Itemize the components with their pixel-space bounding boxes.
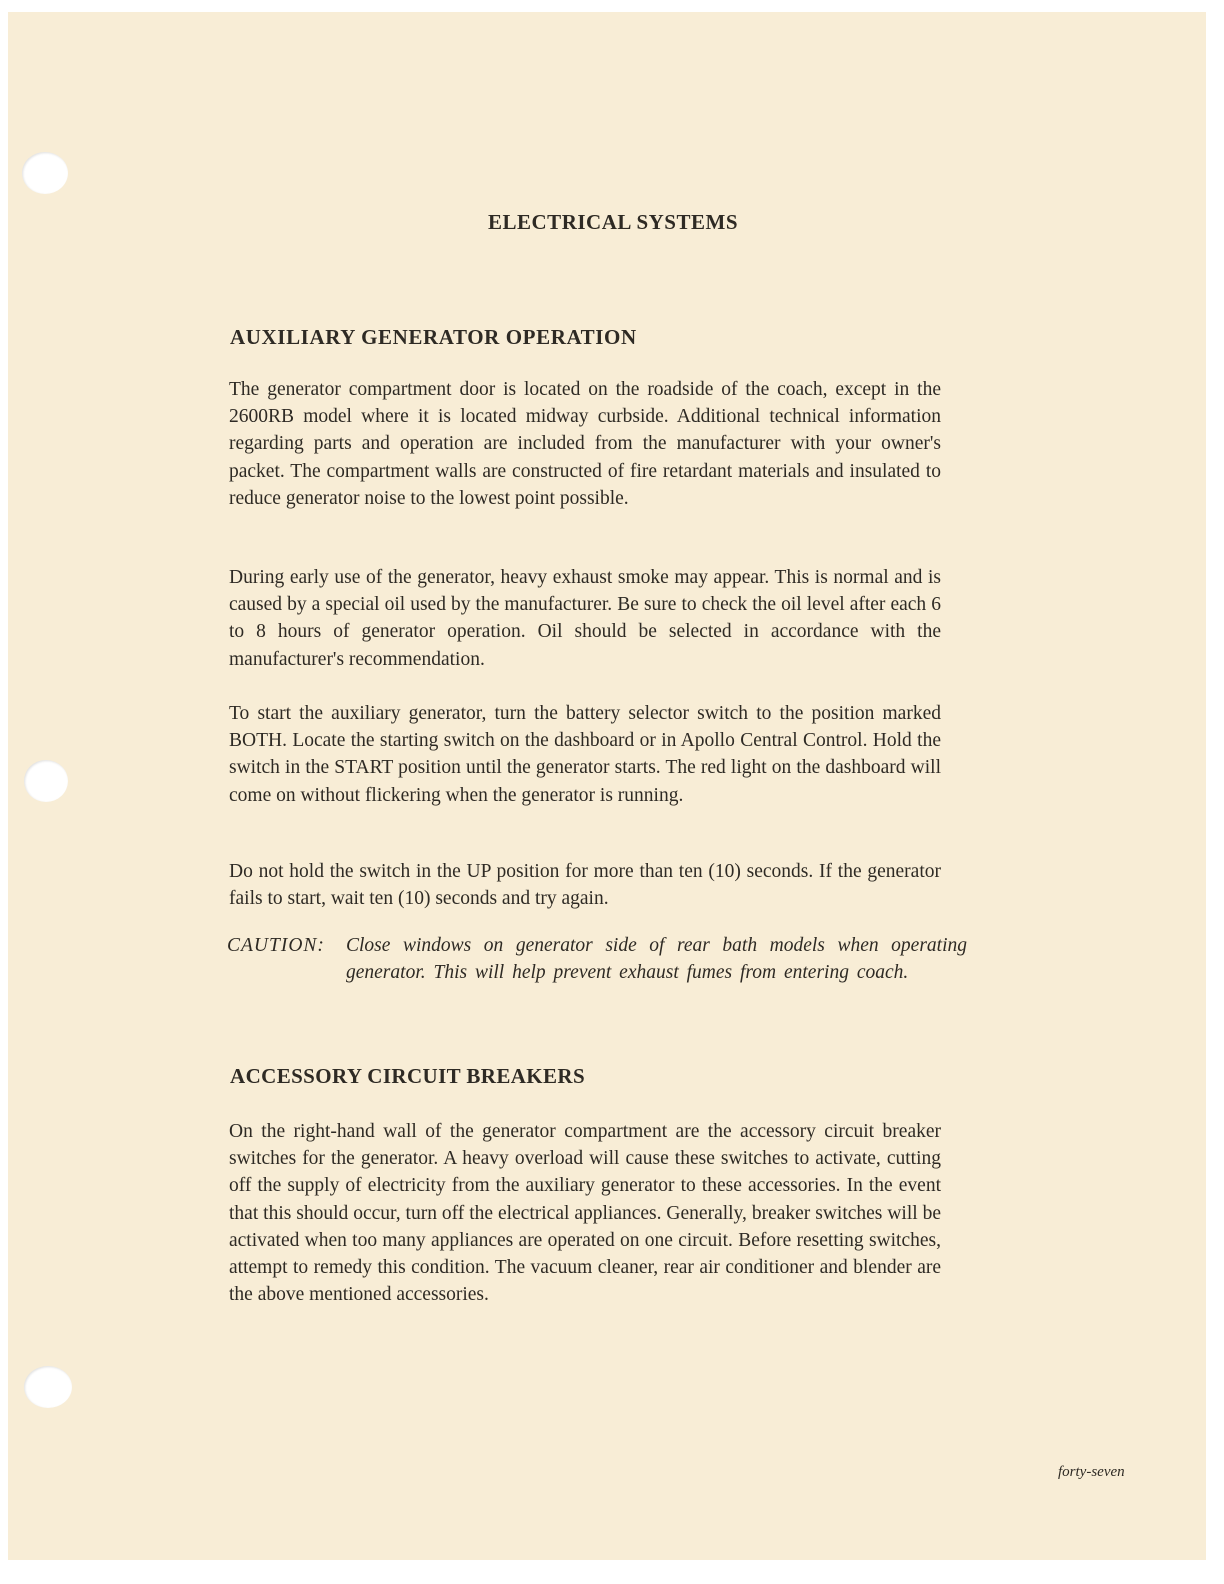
page-number: forty-seven <box>1058 1464 1125 1480</box>
punch-hole <box>24 1366 72 1408</box>
paragraph-circuit-breakers: On the right-hand wall of the generator compartment are the accessory circuit breaker switches for the generator. A heavy overload will cause these switches to activate, cutting off the supply of electricity from the auxiliary generator to these accessories. In the event that this should occur, turn off the electrical appliances. Generally, breaker switches will be activated when too many appliances are operated on one circuit. Before resetting switches, attempt to remedy this condition. The vacuum cleaner, rear air conditioner and blender are the above mentioned accessories. <box>229 1121 941 1306</box>
paragraph-compartment-door: The generator compartment door is located on the roadside of the coach, except in the 2600RB model where it is located midway curbside. Additional technical information regarding parts and operation are included from the manufacturer with your owner's packet. The compartment walls are constructed of fire retardant materials and insulated to reduce generator noise to the lowest point possible. <box>229 379 941 509</box>
paragraph-starting-generator: To start the auxiliary generator, turn the battery selector switch to the position marked BOTH. Locate the starting switch on the dashboard or in Apollo Central Control. Hold the switch in the START position until the generator starts. The red light on the dashboard will come on without flickering when the generator is running. <box>229 703 941 806</box>
heading-accessory-circuit-breakers: ACCESSORY CIRCUIT BREAKERS <box>230 1064 586 1088</box>
paragraph-switch-timing: Do not hold the switch in the UP position for more than ten (10) seconds. If the generator fails to start, wait ten (10) seconds and try again. <box>229 861 941 910</box>
heading-auxiliary-generator-operation: AUXILIARY GENERATOR OPERATION <box>230 325 637 349</box>
page-title: ELECTRICAL SYSTEMS <box>488 210 738 234</box>
document-page <box>8 12 1206 1560</box>
punch-hole <box>24 760 68 802</box>
caution-label: CAUTION: <box>227 935 325 956</box>
punch-hole <box>22 152 68 194</box>
caution-text: Close windows on generator side of rear bath models when operating generator. This will help prevent exhaust fumes from entering coach. <box>346 935 967 984</box>
paragraph-exhaust-smoke: During early use of the generator, heavy exhaust smoke may appear. This is normal and is caused by a special oil used by the manufacturer. Be sure to check the oil level after each 6 to 8 hours of generator operation. Oil should be selected in accordance with the manufacturer's recommendation. <box>229 567 941 670</box>
